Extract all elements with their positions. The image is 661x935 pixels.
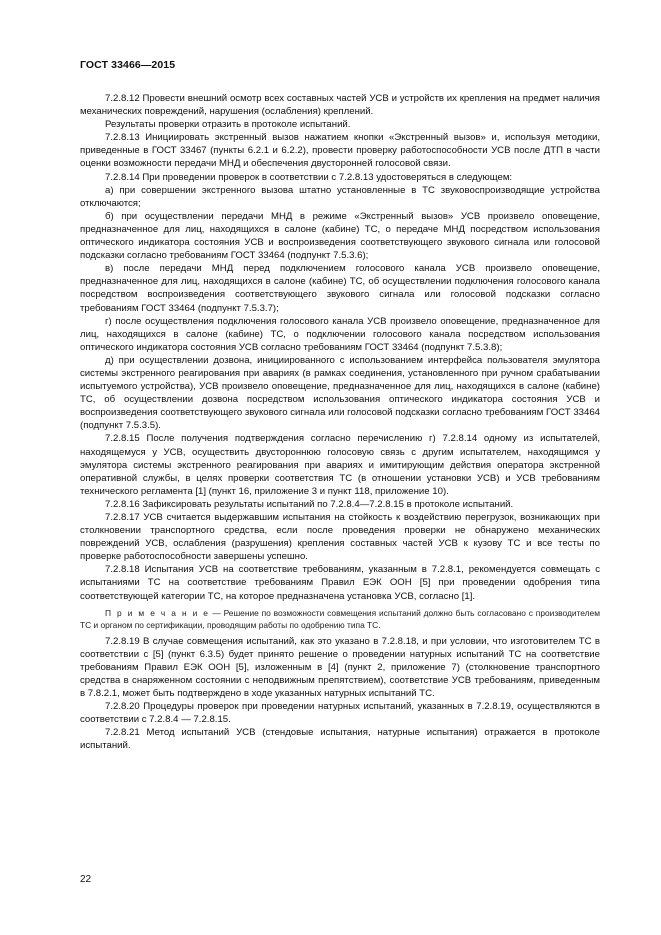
document-body: [80, 92, 600, 753]
list-item-g: г) после осуществления подключения голосового канала УСВ произвело оповещение, предназначенное для лиц, находящихся в салоне (кабине) ТС, о подключении голосового канала посредством использования оптического индикатора состояния УСВ согласно требованиям ГОСТ 33464 (подпункт 7.5.3.8);: [80, 315, 600, 353]
list-item-d: д) при осуществлении дозвона, инициированного с использованием интерфейса пользователя эмулятора системы экстренного реагирования при авариях (в рамках соединения, установленного при ручном срабатывании испытуемого устройства), УСВ произвело оповещение, предназначенное для лиц, находящихся в салоне (кабине) ТС, об осуществлении дозвона посредством использования оптического индикатора состояния УСВ и воспроизведения соответствующего звукового сигнала или голосовой подсказки согласно требованиям ГОСТ 33464 (подпункт 7.5.3.5).: [80, 354, 600, 432]
note-text: — Решение по возможности совмещения испытаний должно быть согласовано с производителем ТС и органом по сертификации, проводящим работы по одобрению типа ТС.: [80, 607, 600, 630]
page-number: 22: [80, 874, 92, 885]
paragraph-results: Результаты проверки отразить в протоколе испытаний.: [105, 119, 351, 131]
paragraph-7-2-8-18: 7.2.8.18 Испытания УСВ на соответствие требованиям, указанным в 7.2.8.1, рекомендуется совмещать с испытаниями ТС на соответствие требованиям Правил ЕЭК ООН [5] при проведении одобрения типа соответствующей категории ТС, на которое предназначена установка УСВ, согласно [1].: [80, 564, 600, 602]
paragraph-7-2-8-15: 7.2.8.15 После получения подтверждения согласно перечислению г) 7.2.8.14 одному из испытателей, находящемуся у УСВ, осуществить двустороннюю голосовую связь с другим испытателем, находящимся у эмулятора системы экстренного реагирования при авариях и имитирующим действия оператора экстренной оперативной службы, в целях проверки соответствия ТС (в отношении установки УСВ) и УСВ требованиям технического регламента [1] (пункт 16, приложение 3 и пункт 118, приложение 10).: [80, 433, 600, 497]
paragraph-7-2-8-17: 7.2.8.17 УСВ считается выдержавшим испытания на стойкость к воздействию перегрузок, возникающих при столкновении транспортного средства, если после проведения проверки не обнаружено механических повреждений УСВ, ослабления (разрушения) крепления составных частей УСВ к кузову ТС и все тесты по проверке работоспособности завершены успешно.: [80, 512, 600, 563]
paragraph-7-2-8-13: 7.2.8.13 Инициировать экстренный вызов нажатием кнопки «Экстренный вызов» и, используя методики, приведенные в ГОСТ 33467 (пункты 6.2.1 и 6.2.2), провести проверку работоспособности УСВ после ДТП в части оценки возможности передачи МНД и обеспечения двусторонней голосовой связи.: [80, 132, 600, 170]
paragraph-7-2-8-21: 7.2.8.21 Метод испытаний УСВ (стендовые испытания, натурные испытания) отражается в протоколе испытаний.: [80, 727, 600, 752]
note-label: П р и м е ч а н и е: [105, 607, 210, 618]
list-item-v: в) после передачи МНД перед подключением голосового канала УСВ произвело оповещение, предназначенное для лиц, находящихся в салоне (кабине) ТС, об осуществлении подключения голосового канала посредством воспроизведения соответствующего звукового сигнала или голосовой подсказки согласно требованиям ГОСТ 33464 (подпункт 7.5.3.7);: [80, 263, 600, 314]
list-item-b: б) при осуществлении передачи МНД в режиме «Экстренный вызов» УСВ произвело оповещение, предназначенное для лиц, находящихся в салоне (кабине) ТС, о передаче МНД посредством использования оптического индикатора состояния УСВ и воспроизведения соответствующего звукового сигнала или голосовой подсказки согласно требованиям ГОСТ 33464 (подпункт 7.5.3.6);: [80, 210, 600, 262]
paragraph-7-2-8-20: 7.2.8.20 Процедуры проверок при проведении натурных испытаний, указанных в 7.2.8.19, осуществляются в соответствии с 7.2.8.4 — 7.2.8.15.: [80, 701, 600, 726]
paragraph-7-2-8-12: 7.2.8.12 Провести внешний осмотр всех составных частей УСВ и устройств их крепления на предмет наличия механических повреждений, нарушения (ослабления) креплений.: [80, 93, 600, 118]
paragraph-7-2-8-16: 7.2.8.16 Зафиксировать результаты испытаний по 7.2.8.4—7.2.8.15 в протоколе испытаний.: [105, 498, 514, 510]
note: [80, 607, 600, 631]
paragraph-7-2-8-19: 7.2.8.19 В случае совмещения испытаний, как это указано в 7.2.8.18, и при условии, что изготовителем ТС в соответствии с [5] (пункт 6.3.5) будет принято решение о проведении натурных испытаний ТС на соответствие требованиям Правил ЕЭК ООН [5], изложенным в [4] (пункт 2, приложение 7) (столкновение транспортного средства в снаряженном состоянии с неподвижным препятствием), соответствие УСВ требованиям, приведенным в 7.8.2.1, может быть подтверждено в ходе указанных натурных испытаний ТС.: [80, 635, 600, 700]
list-item-a: а) при совершении экстренного вызова штатно установленные в ТС звуковоспроизводящие устройства отключаются;: [80, 184, 600, 209]
paragraph-7-2-8-14: 7.2.8.14 При проведении проверок в соответствии с 7.2.8.13 удостоверяться в следующем:: [105, 171, 513, 183]
document-header: ГОСТ 33466—2015: [80, 59, 176, 71]
